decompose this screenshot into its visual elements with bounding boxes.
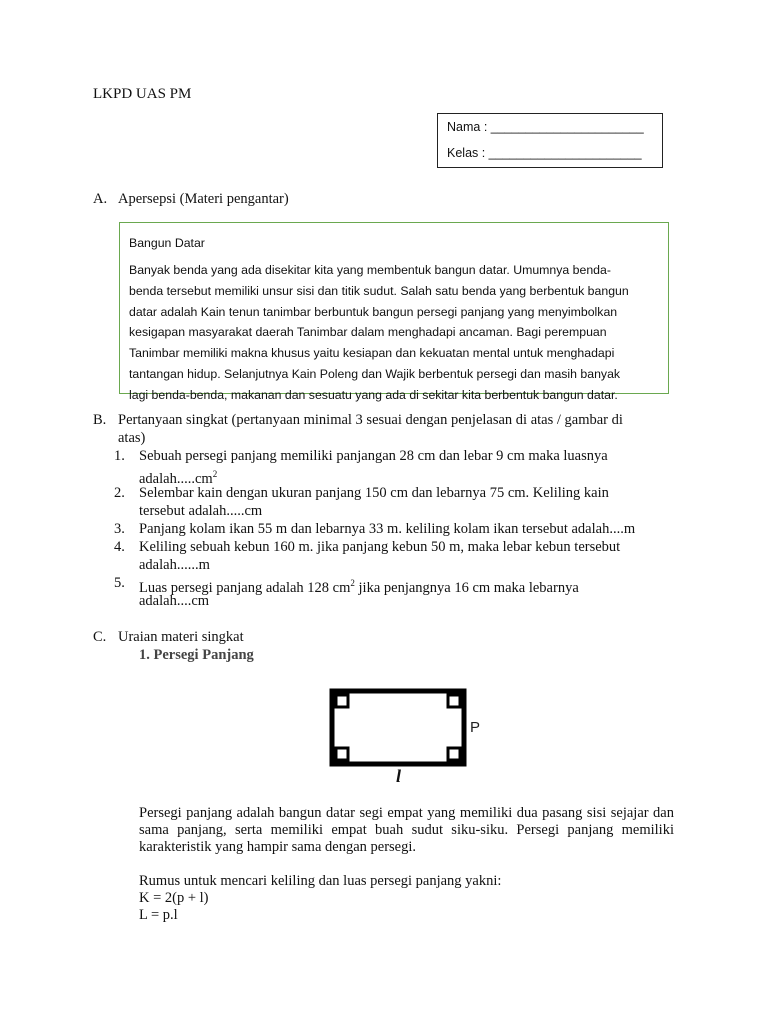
box-line: benda tersebut memiliki unsur sisi dan titik sudut. Salah satu benda yang berbentuk bangun bbox=[129, 283, 629, 298]
question-text-part: jika penjangnya 16 cm maka lebarnya bbox=[354, 579, 579, 596]
box-line: lagi benda-benda, makanan dan sesuatu yang ada di sekitar kita berbentuk bangun datar. bbox=[129, 387, 618, 402]
label-l: l bbox=[396, 766, 402, 786]
box-paragraph bbox=[129, 260, 659, 406]
section-c-letter: C. bbox=[93, 629, 107, 645]
box-line: Banyak benda yang ada disekitar kita yang membentuk bangun datar. Umumnya benda- bbox=[129, 263, 611, 277]
question-text: Panjang kolam ikan 55 m dan lebarnya 33 m. keliling kolam ikan tersebut adalah....m bbox=[139, 521, 636, 537]
nama-field[interactable]: Nama : ______________________ bbox=[447, 120, 644, 134]
definition-paragraph: Persegi panjang adalah bangun datar segi empat yang memiliki dua pasang sisi sejajar dan sama panjang, serta memiliki empat buah sudut siku-siku. Persegi panjang memiliki karakteristik yang hampir sama dengan persegi. bbox=[139, 805, 674, 855]
document-title: LKPD UAS PM bbox=[93, 86, 192, 102]
superscript: 2 bbox=[350, 578, 355, 588]
section-a-letter: A. bbox=[93, 191, 108, 207]
section-b-title-line2: atas) bbox=[118, 430, 146, 446]
identity-box bbox=[437, 113, 663, 168]
corner-mark bbox=[448, 748, 460, 760]
box-line: tantangan hidup. Selanjutnya Kain Poleng dan Wajik berbentuk persegi dan masih banyak bbox=[129, 366, 621, 381]
question-text-line2: adalah....cm bbox=[139, 593, 210, 609]
rumus-keliling: K = 2(p + l) bbox=[139, 890, 209, 906]
question-text-line2: tersebut adalah.....cm bbox=[139, 503, 263, 519]
corner-mark bbox=[336, 695, 348, 707]
section-b-title-line1: Pertanyaan singkat (pertanyaan minimal 3 sesuai dengan penjelasan di atas / gambar di bbox=[118, 412, 623, 428]
section-a-title: Apersepsi (Materi pengantar) bbox=[118, 191, 289, 207]
box-line: Tanimbar memiliki makna khusus yaitu kesiapan dan kekuatan mental untuk menghadapi bbox=[129, 346, 615, 361]
question-text-line2: adalah......m bbox=[139, 557, 210, 573]
section-c-title: Uraian materi singkat bbox=[118, 629, 244, 645]
kelas-field[interactable]: Kelas : ______________________ bbox=[447, 146, 642, 160]
rumus-luas: L = p.l bbox=[139, 907, 178, 923]
question-text-line2: adalah.....cm bbox=[139, 470, 213, 487]
question-text-part: Luas persegi panjang adalah 128 cm bbox=[139, 579, 351, 596]
rectangle-figure bbox=[326, 686, 486, 786]
question-number: 5. bbox=[114, 575, 125, 591]
question-number: 2. bbox=[114, 485, 125, 501]
question-number: 4. bbox=[114, 539, 125, 555]
box-line: kesigapan masyarakat daerah Tanimbar dalam menghadapi ancaman. Bagi perempuan bbox=[129, 325, 607, 340]
superscript: 2 bbox=[212, 469, 218, 479]
box-line: datar adalah Kain tenun tanimbar berbuntuk bangun persegi panjang yang menyimbolkan bbox=[129, 304, 618, 319]
question-number: 1. bbox=[114, 448, 125, 464]
question-text: Keliling sebuah kebun 160 m. jika panjang kebun 50 m, maka lebar kebun tersebut bbox=[139, 539, 621, 555]
corner-mark bbox=[336, 748, 348, 760]
box-title: Bangun Datar bbox=[129, 236, 205, 250]
corner-mark bbox=[448, 695, 460, 707]
label-p: P bbox=[470, 719, 481, 736]
rectangle-outline bbox=[332, 691, 464, 764]
question-text: Sebuah persegi panjang memiliki panjangan 28 cm dan lebar 9 cm maka luasnya bbox=[139, 448, 608, 464]
subheading-persegi-panjang: 1. Persegi Panjang bbox=[139, 647, 254, 663]
rumus-intro: Rumus untuk mencari keliling dan luas persegi panjang yakni: bbox=[139, 873, 502, 889]
question-list bbox=[114, 447, 684, 617]
apersepsi-box bbox=[119, 222, 669, 402]
section-b-letter: B. bbox=[93, 412, 107, 428]
question-number: 3. bbox=[114, 521, 125, 537]
question-text: Selembar kain dengan ukuran panjang 150 cm dan lebarnya 75 cm. Keliling kain bbox=[139, 485, 609, 501]
